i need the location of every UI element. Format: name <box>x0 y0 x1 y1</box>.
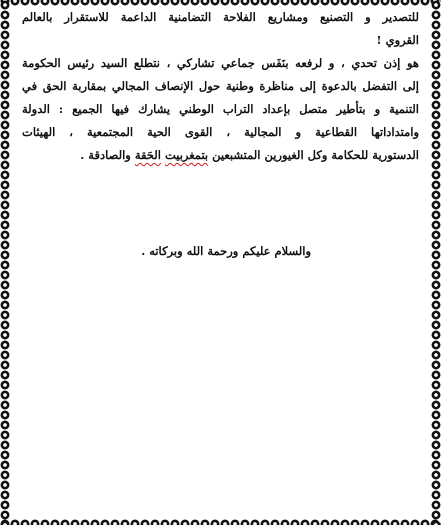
closing-salutation: والسلام عليكم ورحمة الله وبركاته . <box>141 244 311 258</box>
text-segment: والصادقة . <box>80 148 135 162</box>
text-line: وامتداداتها القطاعية و المجالية ، القوى الحية المجتمعية ، الهيئات <box>22 125 419 139</box>
decorative-border-left <box>0 0 10 525</box>
decorative-border-right <box>431 0 441 525</box>
text-line: التنمية و بتأطير متصل بإعداد التراب الوطني يشارك فيها الجميع : الدولة <box>22 102 419 116</box>
text-line: القروي ! <box>376 33 419 47</box>
document-body <box>22 6 419 167</box>
spellcheck-flagged-word[interactable]: بتمغربيت <box>164 148 209 162</box>
text-line: هو إذن تحدي ، و لرفعه بنَفَس جماعي تشاركي ، نتطلع السيد رئيس الحكومة <box>22 56 419 70</box>
decorative-border-bottom <box>0 517 441 525</box>
text-line: للتصدير و التصنيع ومشاريع الفلاحة التضامنية الداعمة للاستقرار بالعالم <box>22 10 419 24</box>
spellcheck-flagged-word[interactable]: الحَقة <box>134 148 161 162</box>
text-line: إلى التفضل بالدعوة إلى مناظرة وطنية حول الإنصاف المجالي بمقاربة الحق في <box>22 79 419 93</box>
text-segment: الدستورية للحكامة وكل الغيورين المتشبعين <box>208 148 419 162</box>
text-line-last <box>22 144 419 167</box>
